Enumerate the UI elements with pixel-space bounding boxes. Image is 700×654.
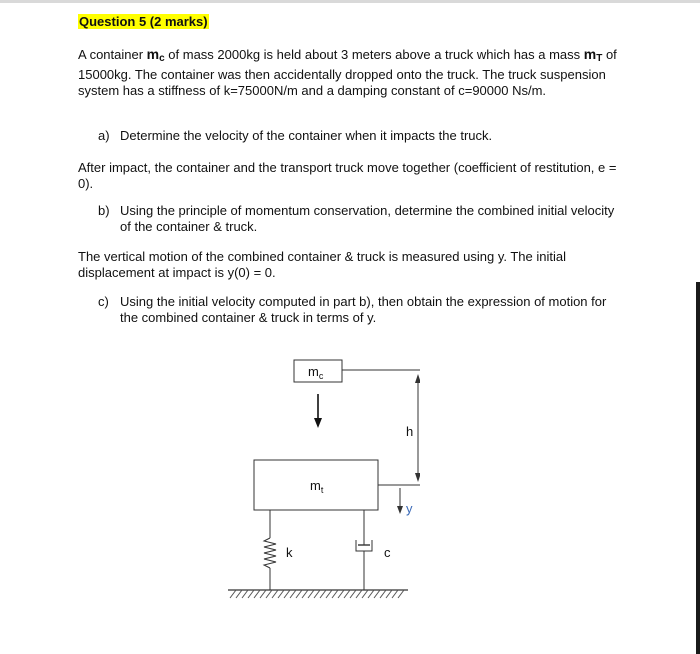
y-label: y bbox=[406, 501, 413, 516]
mc-label: $m_c$ bbox=[308, 364, 324, 381]
falling-arrow-head bbox=[314, 418, 322, 428]
mc-symbol: mc bbox=[146, 46, 165, 64]
spring-coil bbox=[264, 538, 276, 568]
page-top-border bbox=[0, 0, 700, 3]
h-label: h bbox=[406, 424, 414, 439]
part-a-text: Determine the velocity of the container when it impacts the truck. bbox=[120, 128, 493, 143]
question-title: Question 5 (2 marks) bbox=[79, 14, 208, 29]
mt-symbol: mT bbox=[583, 46, 603, 64]
vertical-motion-paragraph: The vertical motion of the combined container & truck is measured using y. The initial displacement at impact is y(0) = 0. bbox=[78, 249, 566, 280]
part-c bbox=[98, 294, 618, 326]
part-b bbox=[98, 203, 618, 235]
part-c-text: Using the initial velocity computed in part b), then obtain the expression of motion for the combined container & truck in terms of y. bbox=[120, 294, 607, 325]
c-label: c bbox=[384, 545, 391, 560]
h-arrow-up bbox=[415, 374, 420, 383]
part-b-text: Using the principle of momentum conservation, determine the combined initial velocity of the container & truck. bbox=[120, 203, 615, 234]
k-label: k bbox=[286, 545, 293, 560]
scrollbar[interactable] bbox=[696, 282, 700, 654]
ground-hatching bbox=[230, 590, 404, 598]
intro-paragraph: A container mc of mass 2000kg is held about 3 meters above a truck which has a mass mT of 15000kg. The container was then accidentally dropped onto the truck. The truck suspension system has a stiffness of k=75000N/m and a damping constant of c=90000 Ns/m. bbox=[78, 46, 617, 98]
mt-label: $m_t$ bbox=[310, 478, 324, 495]
part-c-label: c) bbox=[98, 294, 109, 309]
part-a bbox=[98, 128, 618, 144]
mass-spring-damper-diagram bbox=[220, 352, 420, 612]
part-b-label: b) bbox=[98, 203, 110, 218]
y-arrow-head bbox=[397, 506, 403, 514]
after-impact-paragraph: After impact, the container and the transport truck move together (coefficient of restitution, e = 0). bbox=[78, 160, 617, 191]
part-a-label: a) bbox=[98, 128, 110, 143]
h-arrow-down bbox=[415, 473, 420, 482]
